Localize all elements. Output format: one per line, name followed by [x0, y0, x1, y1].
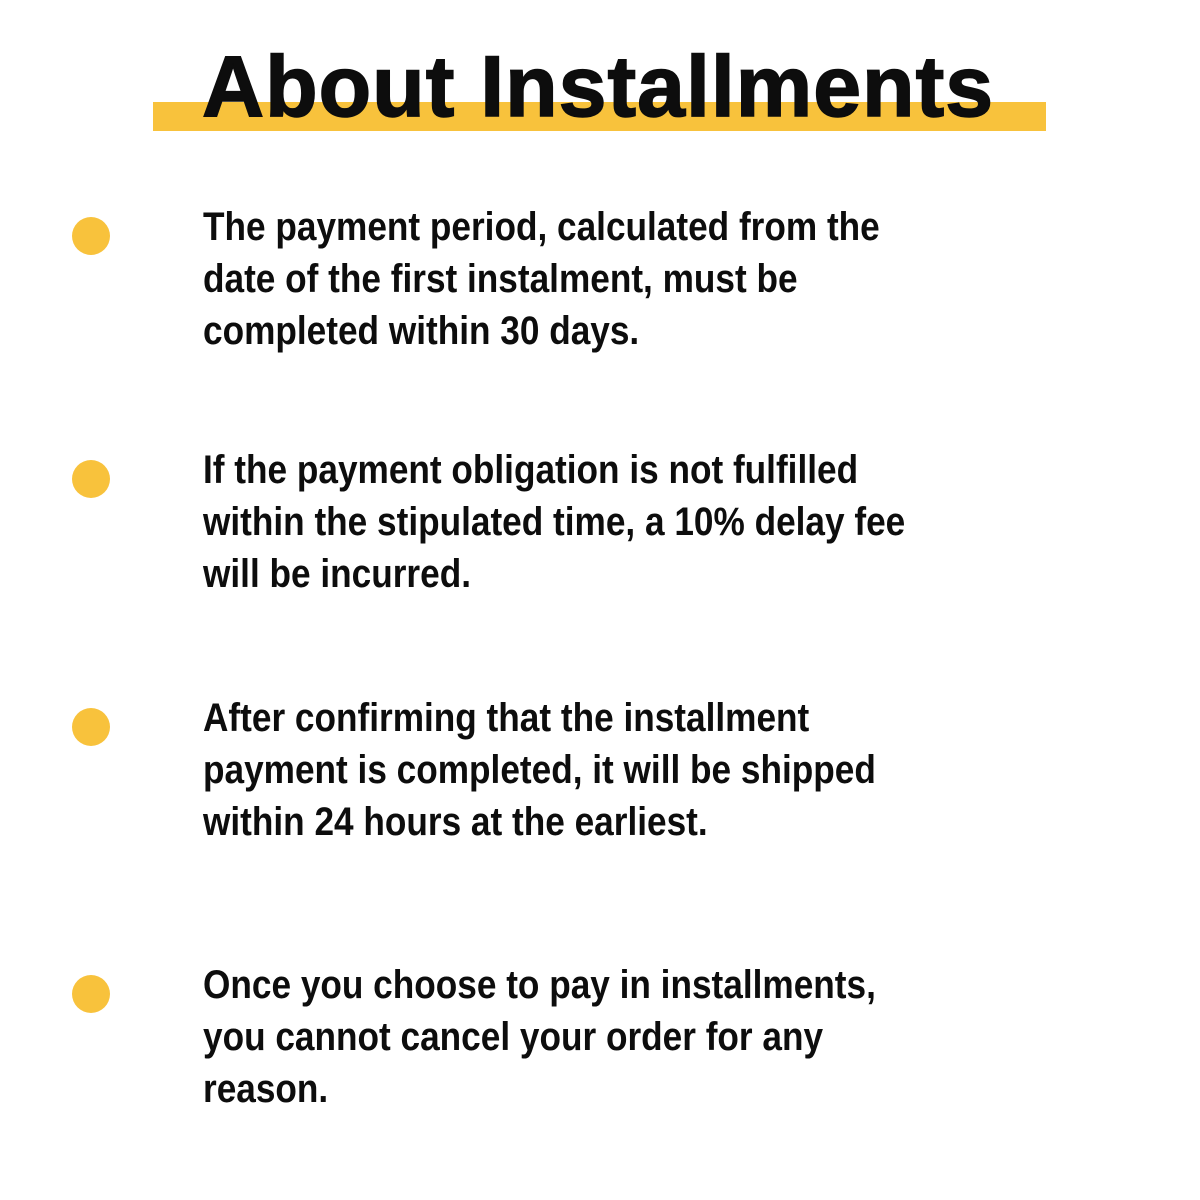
bullet-line: completed within 30 days. [203, 309, 640, 353]
bullet-dot-icon [72, 708, 110, 746]
bullet-dot-icon [72, 217, 110, 255]
bullet-line: will be incurred. [203, 552, 471, 596]
bullet-line: date of the first instalment, must be [203, 257, 798, 301]
bullet-line: reason. [203, 1067, 329, 1111]
bullet-line: within the stipulated time, a 10% delay fee [203, 500, 906, 544]
bullet-item [72, 692, 968, 848]
bullet-line: The payment period, calculated from the [203, 205, 880, 249]
bullet-text [203, 201, 880, 357]
bullet-text [203, 959, 876, 1115]
page-title: About Installments [202, 39, 995, 135]
bullet-line: Once you choose to pay in installments, [203, 963, 876, 1007]
bullet-item [72, 201, 972, 357]
bullet-text [203, 444, 905, 600]
bullet-line: If the payment obligation is not fulfilled [203, 448, 859, 492]
bullet-dot-icon [72, 975, 110, 1013]
bullet-line: within 24 hours at the earliest. [203, 800, 708, 844]
bullet-text [203, 692, 876, 848]
bullet-line: payment is completed, it will be shipped [203, 748, 876, 792]
bullet-line: you cannot cancel your order for any [203, 1015, 824, 1059]
bullet-line: After confirming that the installment [203, 696, 810, 740]
bullet-dot-icon [72, 460, 110, 498]
header [0, 0, 1200, 160]
bullet-item [72, 444, 1001, 600]
bullet-item [72, 959, 968, 1115]
